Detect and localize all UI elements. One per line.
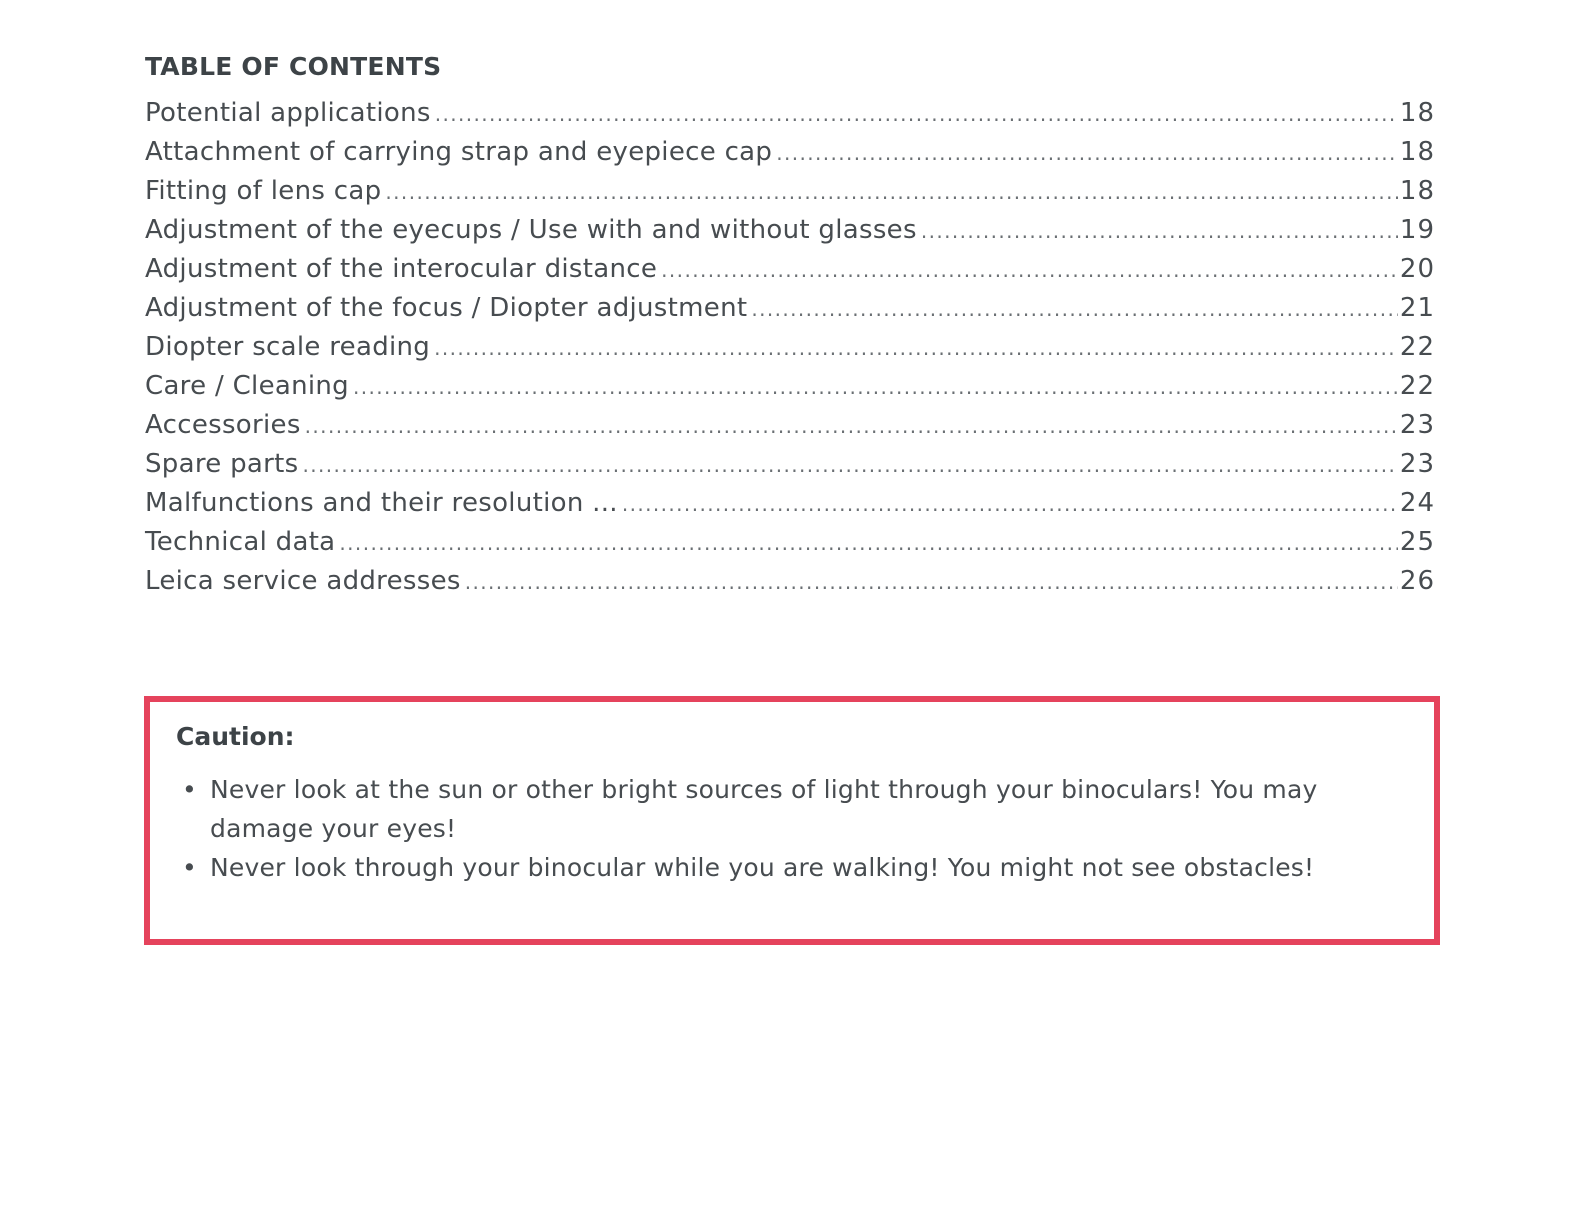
toc-entry-title: Spare parts bbox=[145, 449, 299, 479]
toc-entry-page: 24 bbox=[1399, 488, 1435, 518]
toc-entry-title: Adjustment of the focus / Diopter adjustment bbox=[145, 293, 748, 323]
toc-dot-leader bbox=[303, 453, 1398, 477]
toc-dot-leader bbox=[385, 180, 1397, 204]
toc-dot-leader bbox=[921, 219, 1398, 243]
caution-list bbox=[176, 770, 1396, 887]
toc-entry-title: Adjustment of the eyecups / Use with and without glasses bbox=[145, 215, 917, 245]
toc-entry-page: 22 bbox=[1399, 371, 1435, 401]
caution-item-text: Never look through your binocular while you are walking! You might not see obstacles! bbox=[210, 853, 1315, 882]
caution-item-text: Never look at the sun or other bright sources of light through your binoculars! You may damage your eyes! bbox=[210, 775, 1318, 843]
toc-entry-accessories[interactable] bbox=[145, 410, 1435, 449]
toc-entry-page: 19 bbox=[1399, 215, 1435, 245]
toc-entry-page: 21 bbox=[1399, 293, 1435, 323]
toc-entry-page: 18 bbox=[1399, 176, 1435, 206]
toc-entry-carrying-strap[interactable] bbox=[145, 137, 1435, 176]
toc-dot-leader bbox=[751, 297, 1398, 321]
caution-item bbox=[176, 770, 1396, 848]
toc-entry-title: Fitting of lens cap bbox=[145, 176, 382, 206]
toc-entry-title: Malfunctions and their resolution ... bbox=[145, 488, 618, 518]
toc-entry-care-cleaning[interactable] bbox=[145, 371, 1435, 410]
toc-entry-eyecups[interactable] bbox=[145, 215, 1435, 254]
toc-entry-page: 18 bbox=[1399, 137, 1435, 167]
caution-item bbox=[176, 848, 1396, 887]
toc-entry-page: 26 bbox=[1399, 566, 1435, 596]
toc-heading: TABLE OF CONTENTS bbox=[145, 52, 442, 81]
toc-entry-diopter-scale[interactable] bbox=[145, 332, 1435, 371]
toc-entry-title: Adjustment of the interocular distance bbox=[145, 254, 658, 284]
toc-dot-leader bbox=[353, 375, 1398, 399]
toc-entry-interocular-distance[interactable] bbox=[145, 254, 1435, 293]
toc-entry-title: Accessories bbox=[145, 410, 301, 440]
toc-dot-leader bbox=[305, 414, 1398, 438]
toc-entry-potential-applications[interactable] bbox=[145, 98, 1435, 137]
toc-dot-leader bbox=[465, 570, 1398, 594]
toc-list bbox=[145, 98, 1435, 605]
bullet-icon: • bbox=[182, 853, 197, 882]
toc-entry-focus-diopter[interactable] bbox=[145, 293, 1435, 332]
toc-dot-leader bbox=[434, 336, 1398, 360]
toc-dot-leader bbox=[622, 492, 1398, 516]
toc-entry-service-addresses[interactable] bbox=[145, 566, 1435, 605]
toc-dot-leader bbox=[661, 258, 1398, 282]
toc-entry-malfunctions[interactable] bbox=[145, 488, 1435, 527]
toc-entry-spare-parts[interactable] bbox=[145, 449, 1435, 488]
toc-entry-page: 23 bbox=[1399, 449, 1435, 479]
toc-entry-title: Leica service addresses bbox=[145, 566, 461, 596]
caution-box bbox=[144, 696, 1440, 945]
toc-entry-page: 18 bbox=[1399, 98, 1435, 128]
toc-entry-title: Attachment of carrying strap and eyepiece cap bbox=[145, 137, 773, 167]
toc-entry-title: Potential applications bbox=[145, 98, 431, 128]
toc-dot-leader bbox=[776, 141, 1398, 165]
toc-entry-title: Diopter scale reading bbox=[145, 332, 431, 362]
toc-entry-title: Technical data bbox=[145, 527, 336, 557]
toc-entry-page: 22 bbox=[1399, 332, 1435, 362]
caution-title: Caution: bbox=[176, 722, 295, 751]
toc-entry-page: 23 bbox=[1399, 410, 1435, 440]
toc-entry-page: 20 bbox=[1399, 254, 1435, 284]
toc-entry-title: Care / Cleaning bbox=[145, 371, 349, 401]
toc-dot-leader bbox=[435, 102, 1398, 126]
bullet-icon: • bbox=[182, 775, 197, 804]
toc-dot-leader bbox=[339, 531, 1397, 555]
toc-entry-lens-cap[interactable] bbox=[145, 176, 1435, 215]
toc-entry-page: 25 bbox=[1399, 527, 1435, 557]
toc-entry-technical-data[interactable] bbox=[145, 527, 1435, 566]
